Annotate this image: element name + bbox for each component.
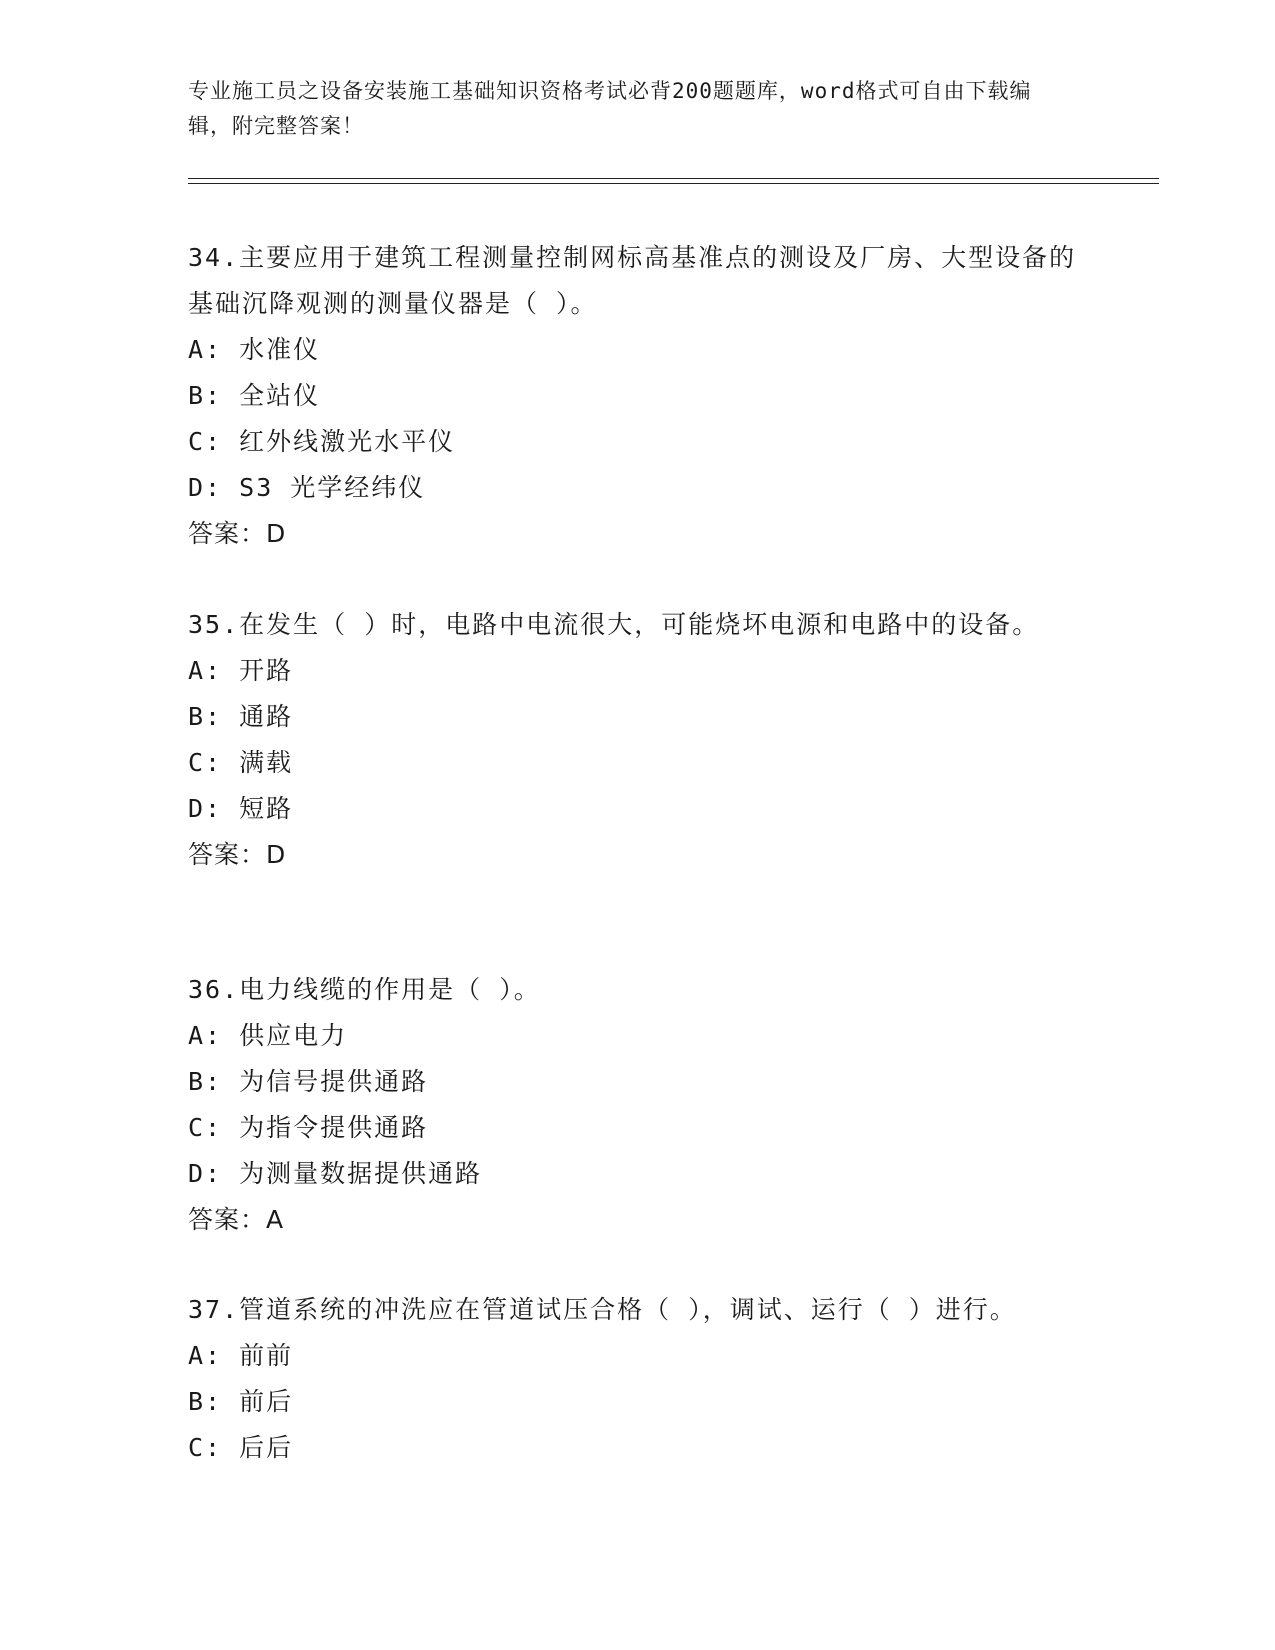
option-c: C: 红外线激光水平仪: [188, 427, 456, 456]
option-a: A: 开路: [188, 656, 294, 685]
question-36: [188, 967, 1088, 1243]
option-a: A: 前前: [188, 1341, 294, 1370]
option-d: D: 为测量数据提供通路: [188, 1159, 483, 1188]
header-divider-bottom: [188, 183, 1159, 184]
option-c: C: 满载: [188, 748, 294, 777]
option-a: A: 供应电力: [188, 1021, 348, 1050]
option-b: B: 前后: [188, 1387, 294, 1416]
option-a: A: 水准仪: [188, 335, 321, 364]
question-stem: 36.电力线缆的作用是（ ）。: [188, 975, 541, 1004]
option-c: C: 后后: [188, 1433, 294, 1462]
header-divider-top: [188, 178, 1159, 179]
answer: 答案：A: [188, 1205, 285, 1234]
option-b: B: 通路: [188, 702, 294, 731]
question-37: [188, 1287, 1088, 1471]
answer: 答案：D: [188, 840, 287, 869]
option-c: C: 为指令提供通路: [188, 1113, 429, 1142]
option-b: B: 全站仪: [188, 381, 321, 410]
option-d: D: 短路: [188, 794, 294, 823]
question-stem: 35.在发生（ ）时，电路中电流很大，可能烧坏电源和电路中的设备。: [188, 610, 1040, 639]
option-b: B: 为信号提供通路: [188, 1067, 429, 1096]
question-35: [188, 602, 1088, 878]
question-stem: 37.管道系统的冲洗应在管道试压合格（ ），调试、运行（ ）进行。: [188, 1295, 1017, 1324]
document-header: 专业施工员之设备安装施工基础知识资格考试必背200题题库，word格式可自由下载编辑，附完整答案！: [188, 79, 1032, 138]
question-stem: 34.主要应用于建筑工程测量控制网标高基准点的测设及厂房、大型设备的基础沉降观测的测量仪器是（ ）。: [188, 243, 1077, 318]
question-34: [188, 235, 1088, 557]
answer: 答案：D: [188, 519, 287, 548]
option-d: D: S3 光学经纬仪: [188, 473, 426, 502]
